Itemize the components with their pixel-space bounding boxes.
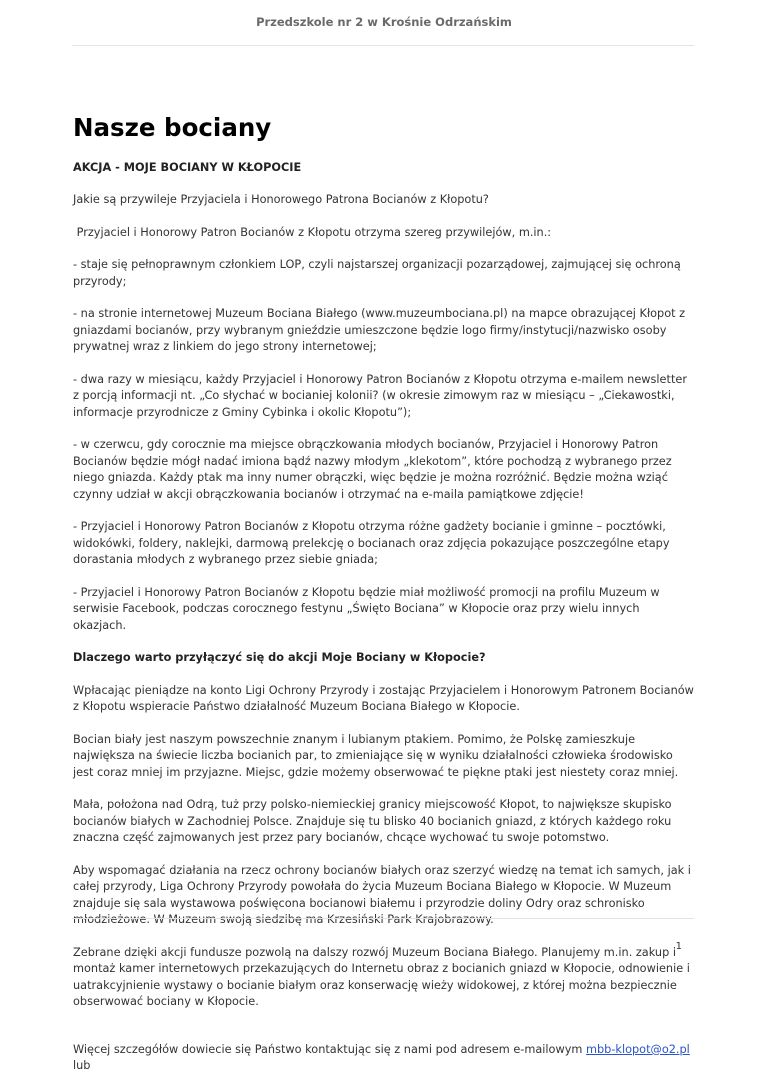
contact-paragraph [73,1042,695,1075]
privileges-intro: Przyjaciel i Honorowy Patron Bocianów z Kłopotu otrzyma szereg przywilejów, m.in.: [73,225,552,239]
privilege-item: - dwa razy w miesiącu, każdy Przyjaciel i Honorowy Patron Bocianów z Kłopotu otrzyma e-mailem newsletter z porcją informacji nt. „Co słychać w bocianiej kolonii? (w okresie zimowym raz w miesiącu – „Ciekawostki, informacje przyrodnicze z Gminy Cybinka i okolic Kłopotu”); [73,372,687,419]
why-paragraph: Wpłacając pieniądze na konto Ligi Ochrony Przyrody i zostając Przyjacielem i Honorowym Patronem Bocianów z Kłopotu wspieracie Państwo działalność Muzeum Bociana Białego w Kłopocie. [73,683,694,714]
why-paragraph: Aby wspomagać działania na rzecz ochrony bocianów białych oraz szerzyć wiedzę na temat ich samych, jak i całej przyrody, Liga Ochrony Przyrody powołała do życia Muzeum Bociana Białego w Kłopocie. W Muzeum znajduje się sala wystawowa poświęcona bocianowi białemu i przyrodzie doliny Odry oraz schronisko młodzieżowe. W Muzeum swoją siedzibę ma Krzesiński Park Krajobrazowy. [73,863,691,927]
contact-suffix: lub [73,1042,694,1073]
privilege-item: - Przyjaciel i Honorowy Patron Bocianów z Kłopotu będzie miał możliwość promocji na profilu Muzeum w serwisie Facebook, podczas corocznego festynu „Święto Bociana” w Kłopocie oraz przy wielu innych okazjach. [73,585,660,632]
article-subtitle: AKCJA - MOJE BOCIANY W KŁOPOCIE [73,160,302,174]
article-content [73,113,695,1091]
contact-text: Więcej szczegółów dowiecie się Państwo kontaktując się z nami pod adresem e-mailowym [73,1042,586,1056]
privilege-item: - na stronie internetowej Muzeum Bociana Białego (www.muzeumbociana.pl) na mapce obrazującej Kłopot z gniazdami bocianów, przy wybranym gnieździe umieszczone będzie logo firmy/instytucji/nazwisko osoby prywatnej wraz z linkiem do jego strony internetowej; [73,307,686,354]
page-number: 1 [675,941,682,952]
header-divider [72,45,694,46]
why-heading: Dlaczego warto przyłączyć się do akcji Moje Bociany w Kłopocie? [73,651,486,665]
privilege-item: - w czerwcu, gdy corocznie ma miejsce obrączkowania młodych bocianów, Przyjaciel i Honorowy Patron Bocianów będzie mógł nadać imiona bądź nazwy młodym „klekotom”, które pochodzą z wybranego przez niego gniazda. Każdy ptak ma inny numer obrączki, więc będzie je można rozróżnić. Będzie można wziąć czynny udział w akcji obrączkowania bocianów i otrzymać na e-maila pamiątkowe zdjęcie! [73,438,672,501]
contact-email-link[interactable]: mbb-klopot@o2.pl [586,1042,690,1056]
why-paragraph: Bocian biały jest naszym powszechnie znanym i lubianym ptakiem. Pomimo, że Polskę zamieszkuje największa na świecie liczba bocianich par, to zmieniające się w wyniku działalności człowieka środowisko jest coraz mniej im przyjazne. Miejsc, gdzie możemy obserwować te piękne ptaki jest niestety coraz mniej. [73,732,679,779]
privileges-question: Jakie są przywileje Przyjaciela i Honorowego Patrona Bocianów z Kłopotu? [73,193,489,207]
page-header: Przedszkole nr 2 w Krośnie Odrzańskim [256,15,512,29]
why-paragraph: Mała, położona nad Odrą, tuż przy polsko-niemieckiej granicy miejscowość Kłopot, to największe skupisko bocianów białych w Zachodniej Polsce. Znajduje się tu blisko 40 bocianich gniazd, z których każdego roku znaczna część zajmowanych jest przez pary bocianów, chcące wychować tu swoje potomstwo. [73,798,672,845]
privilege-item: - Przyjaciel i Honorowy Patron Bocianów z Kłopotu otrzyma różne gadżety bocianie i gminne – pocztówki, widokówki, foldery, naklejki, darmową prelekcję o bocianach oraz zdjęcia pokazujące poszczególne etapy dorastania młodych z wybranego przez siebie gniada; [73,520,670,567]
footer-divider [72,918,694,919]
why-paragraph: Zebrane dzięki akcji fundusze pozwolą na dalszy rozwój Muzeum Bociana Białego. Planujemy m.in. zakup i montaż kamer internetowych przekazujących do Internetu obraz z bocianich gniazd w Kłopocie, odnowienie i uatrakcyjnienie wystawy o bocianie białym oraz konserwację wieży widokowej, z której można bezpiecznie obserwować bociany w Kłopocie. [73,945,690,1009]
privilege-item: - staje się pełnoprawnym członkiem LOP, czyli najstarszej organizacji pozarządowej, zajmującej się ochroną przyrody; [73,258,681,288]
page-title: Nasze bociany [73,113,272,142]
